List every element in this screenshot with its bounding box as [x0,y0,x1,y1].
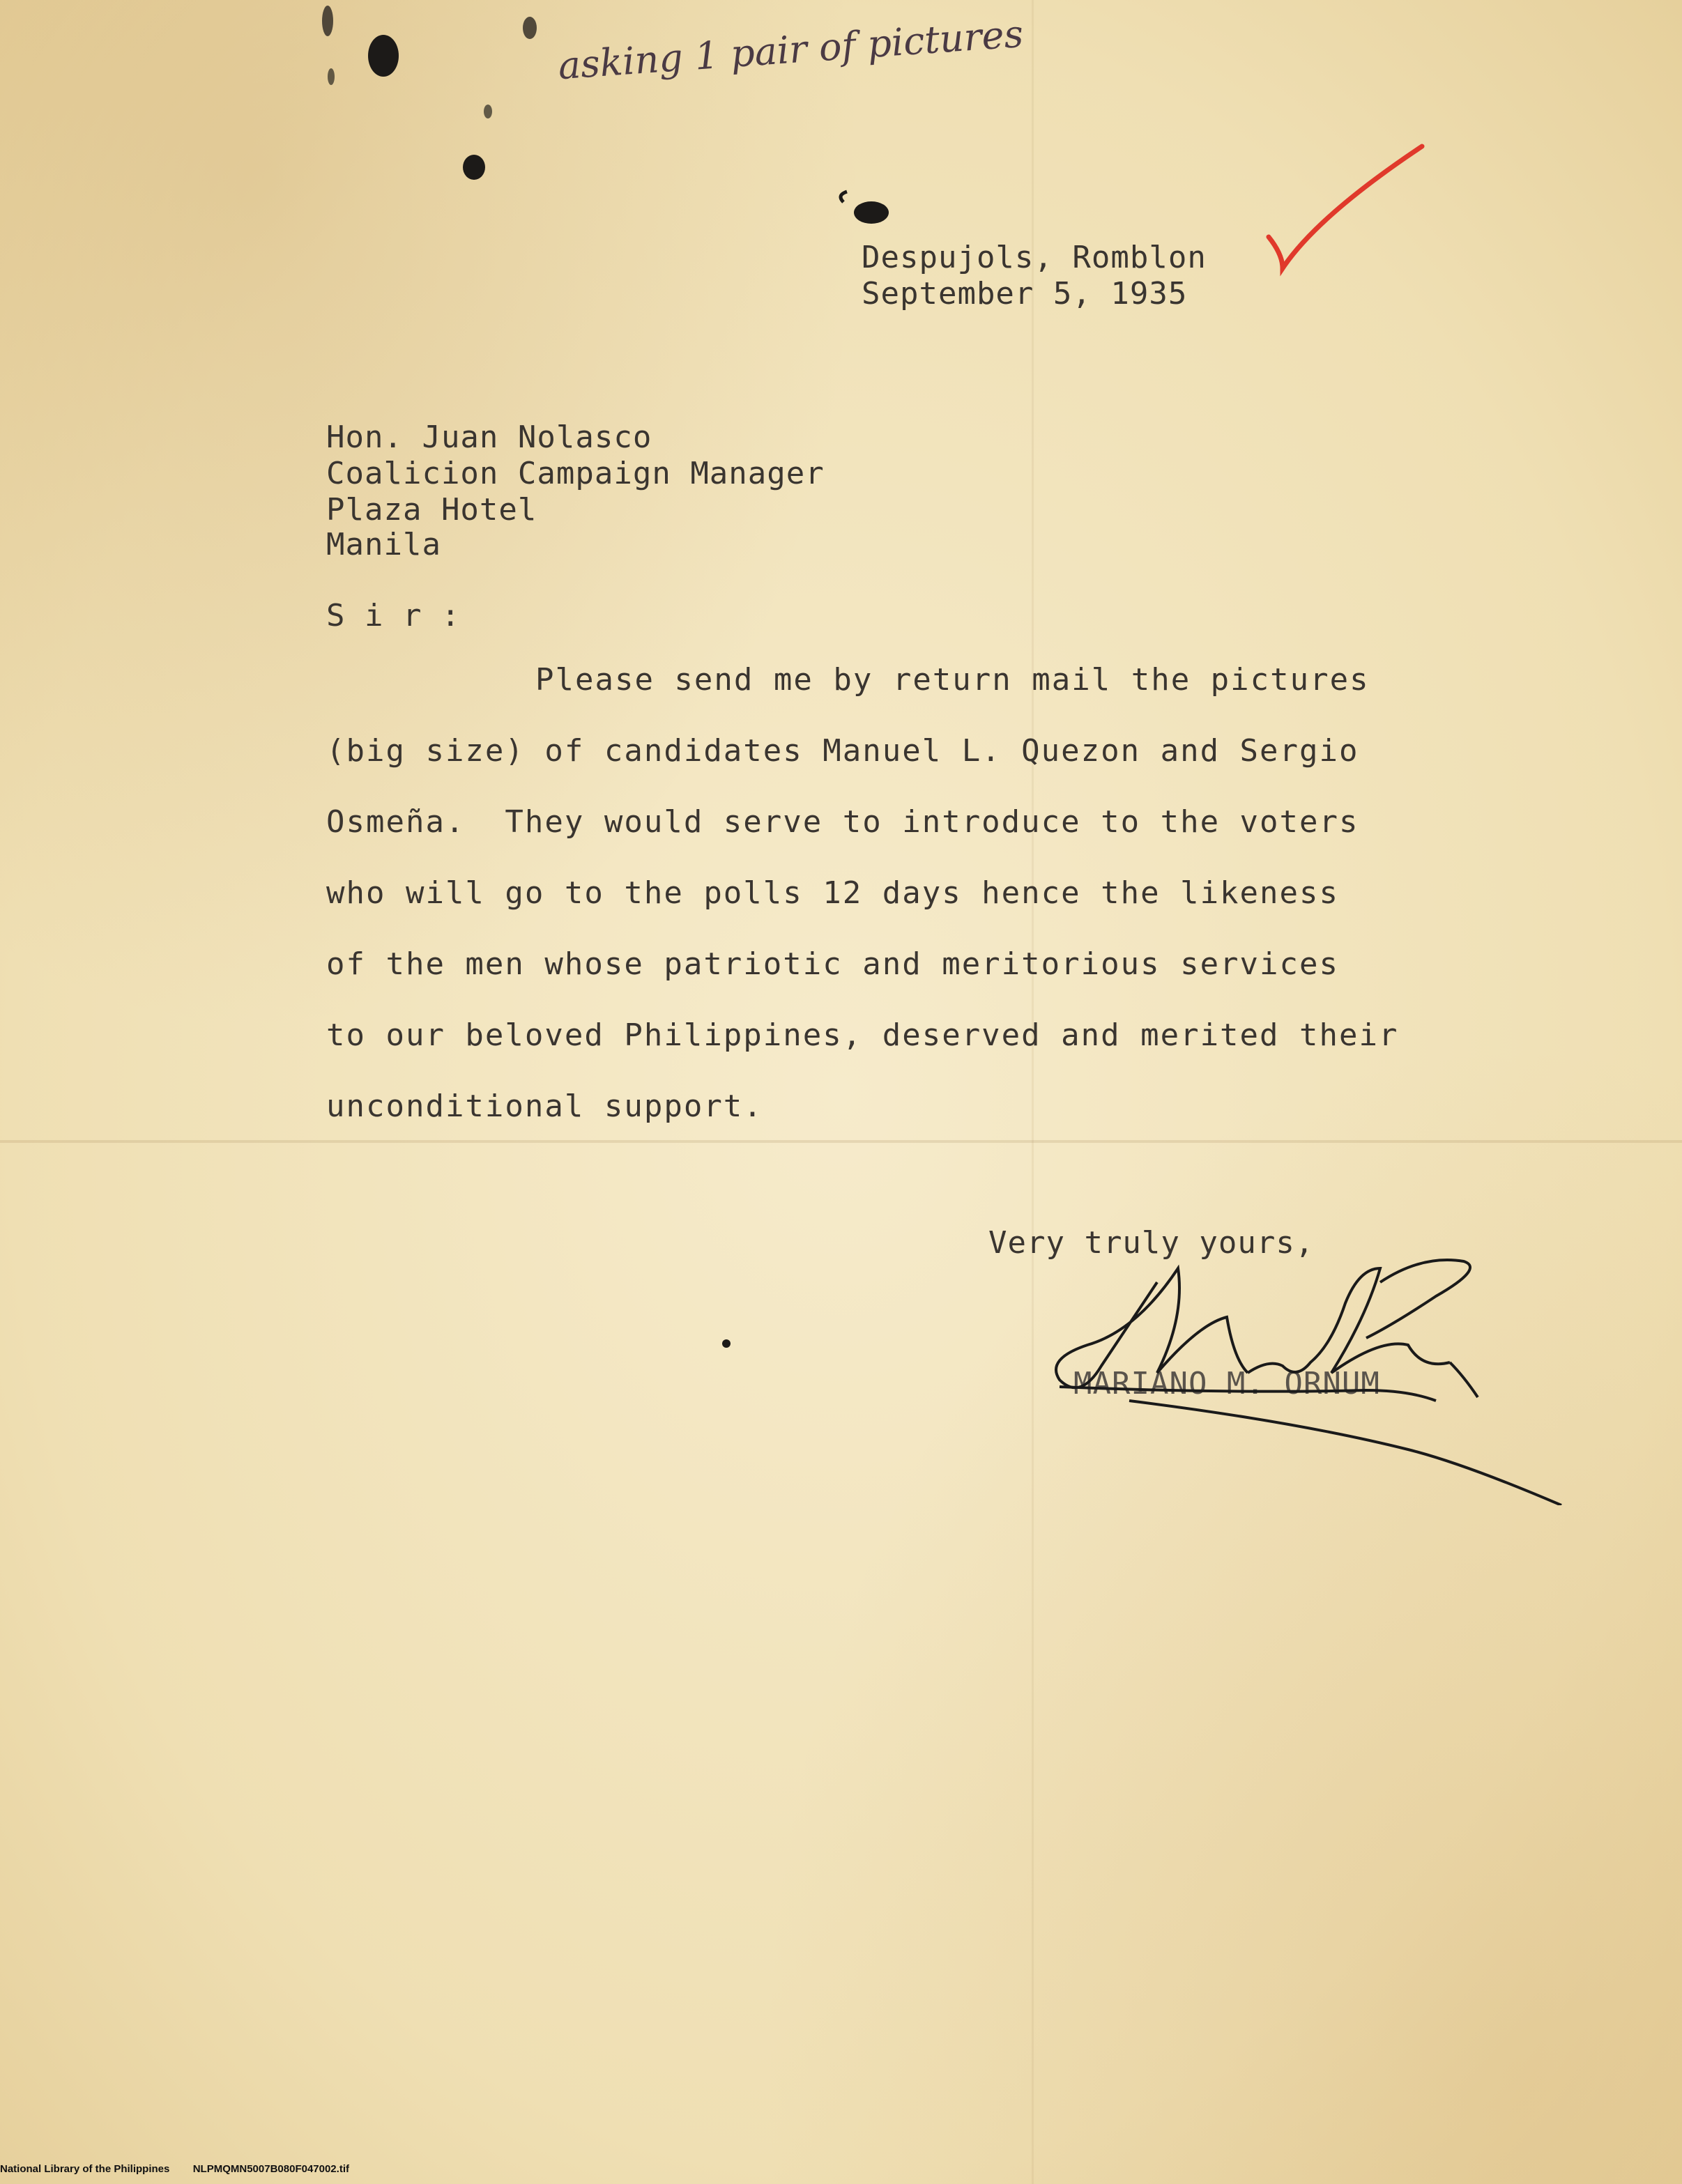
footer-file-id: NLPMQMN5007B080F047002.tif [192,2163,349,2175]
ink-dot [719,1337,733,1351]
handwritten-signature [1018,1240,1575,1505]
footer-library: National Library of the Philippines [0,2163,170,2175]
handwritten-note: asking 1 pair of pictures [556,11,1025,89]
recipient-city: Manila [326,527,441,562]
body-line-2: (big size) of candidates Manuel L. Quezon and Sergio [326,733,1359,769]
body-line-3: Osmeña. They would serve to introduce to the voters [326,804,1359,840]
recipient-name: Hon. Juan Nolasco [326,420,652,455]
body-line-5: of the men whose patriotic and meritorious services [326,946,1340,982]
recipient-title: Coalicion Campaign Manager [326,456,825,491]
body-line-6: to our beloved Philippines, deserved and merited their [326,1017,1399,1053]
valediction: Very truly yours, [988,1225,1315,1261]
check-mark-icon [1255,132,1436,286]
fold-crease-horizontal [0,1140,1682,1143]
body-line-4: who will go to the polls 12 days hence the likeness [326,875,1340,911]
body-line-1: Please send me by return mail the pictures [535,662,1370,698]
body-line-7: unconditional support. [326,1089,763,1124]
footer-credit [0,2163,349,2175]
recipient-hotel: Plaza Hotel [326,492,537,528]
signatory-name: MARIANO M. ORNUM [1073,1366,1380,1401]
letter-date: September 5, 1935 [862,276,1188,312]
letter-place: Despujols, Romblon [862,240,1207,275]
fold-crease-vertical [1032,0,1034,2184]
salutation: S i r : [326,598,461,633]
